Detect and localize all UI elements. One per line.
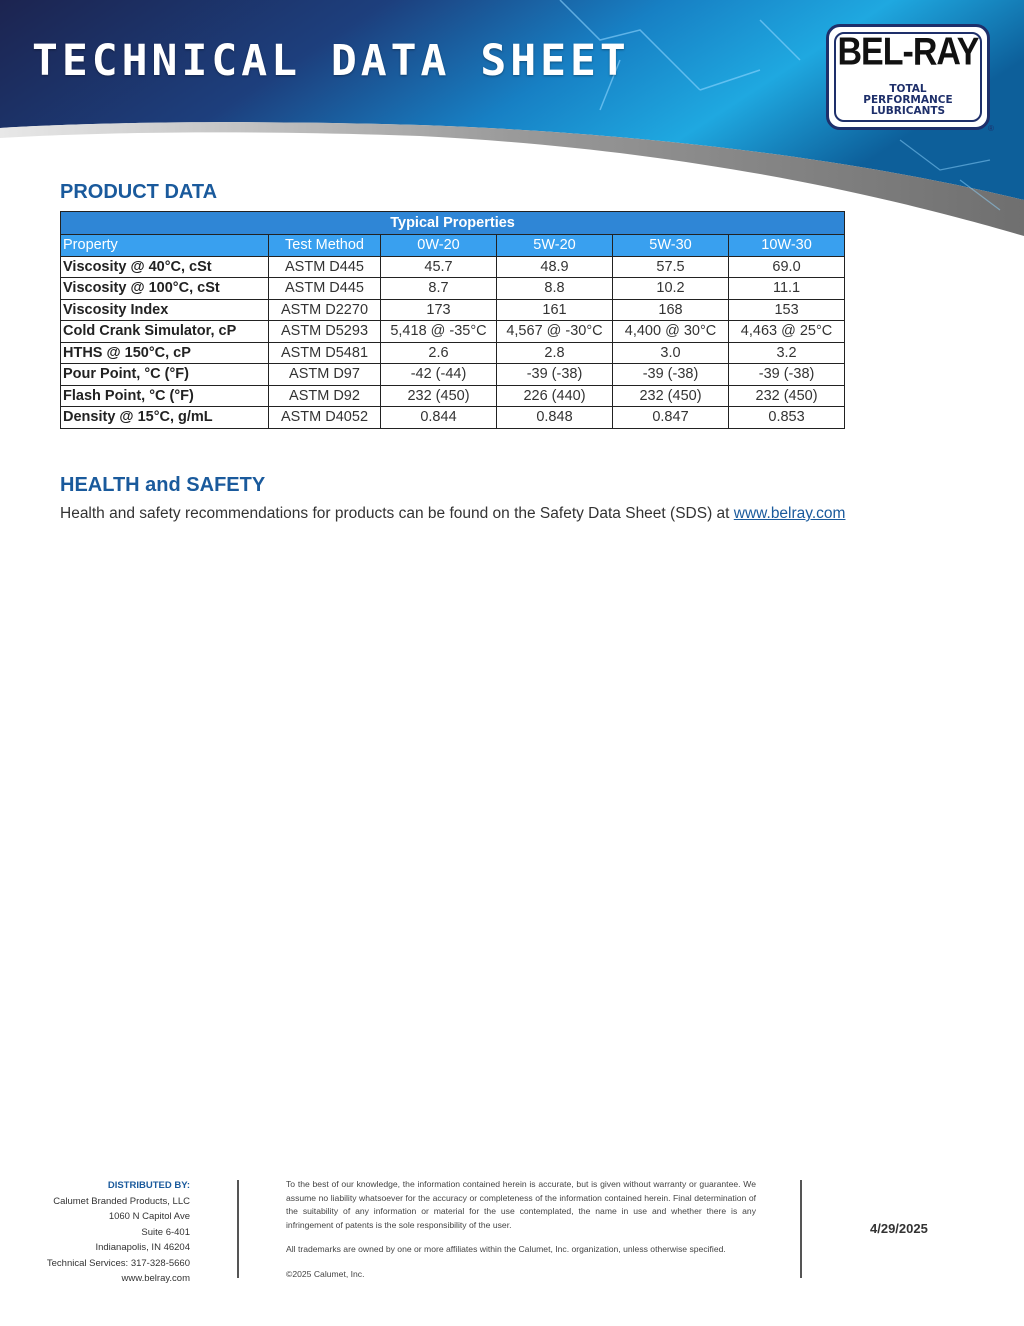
product-data-heading: PRODUCT DATA xyxy=(60,181,218,203)
value-cell: 45.7 xyxy=(381,256,497,278)
value-cell: 2.8 xyxy=(497,342,613,364)
distributor-company: Calumet Branded Products, LLC xyxy=(53,1195,190,1207)
bel-ray-logo xyxy=(826,24,990,130)
table-header-row xyxy=(61,235,845,257)
logo-tagline-1: TOTAL xyxy=(889,83,927,95)
distributor-address-1: 1060 N Capitol Ave xyxy=(108,1211,190,1222)
value-cell: -39 (-38) xyxy=(497,364,613,386)
property-name: Viscosity @ 40°C, cSt xyxy=(61,256,269,278)
typical-properties-table xyxy=(60,211,845,429)
table-caption: Typical Properties xyxy=(61,212,845,235)
column-header: 5W-20 xyxy=(497,235,613,257)
value-cell: 4,463 @ 25°C xyxy=(729,321,845,343)
value-cell: 3.0 xyxy=(613,342,729,364)
value-cell: 2.6 xyxy=(381,342,497,364)
column-header: 0W-20 xyxy=(381,235,497,257)
test-method: ASTM D92 xyxy=(269,385,381,407)
table-row xyxy=(61,407,845,429)
value-cell: 3.2 xyxy=(729,342,845,364)
property-name: Density @ 15°C, g/mL xyxy=(61,407,269,429)
disclaimer-text: To the best of our knowledge, the information contained herein is accurate, but is given without warranty or guarantee. We assume no liability whatsoever for the accuracy or completeness of the information contained herein. Final determination of the suitability of any information or material for the use contemplated, the name in use and whether there is any infringement of patents is the sole responsibility of the user. xyxy=(286,1179,756,1230)
logo-tagline-2: PERFORMANCE xyxy=(863,94,953,106)
health-safety-sentence: Health and safety recommendations for products can be found on the Safety Data Sheet (SDS) at xyxy=(60,505,730,522)
value-cell: 0.848 xyxy=(497,407,613,429)
copyright-notice: ©2025 Calumet, Inc. xyxy=(286,1269,365,1279)
value-cell: 168 xyxy=(613,299,729,321)
value-cell: -39 (-38) xyxy=(729,364,845,386)
table-row xyxy=(61,385,845,407)
table-row xyxy=(61,299,845,321)
table-row xyxy=(61,278,845,300)
distributor-block xyxy=(20,1178,190,1287)
registered-mark: ® xyxy=(988,124,994,133)
value-cell: 226 (440) xyxy=(497,385,613,407)
logo-tagline xyxy=(829,84,987,117)
value-cell: -42 (-44) xyxy=(381,364,497,386)
value-cell: 173 xyxy=(381,299,497,321)
health-safety-heading: HEALTH and SAFETY xyxy=(60,474,266,496)
value-cell: 232 (450) xyxy=(381,385,497,407)
value-cell: 4,400 @ 30°C xyxy=(613,321,729,343)
value-cell: 48.9 xyxy=(497,256,613,278)
distributor-city: Indianapolis, IN 46204 xyxy=(95,1242,190,1253)
value-cell: 11.1 xyxy=(729,278,845,300)
value-cell: 0.844 xyxy=(381,407,497,429)
column-header: 10W-30 xyxy=(729,235,845,257)
distributor-address-2: Suite 6-401 xyxy=(141,1226,190,1238)
property-name: Viscosity Index xyxy=(61,299,269,321)
trademark-notice: All trademarks are owned by one or more affiliates within the Calumet, Inc. organization, unless otherwise specified. xyxy=(286,1244,726,1254)
test-method: ASTM D2270 xyxy=(269,299,381,321)
table-row xyxy=(61,256,845,278)
value-cell: 10.2 xyxy=(613,278,729,300)
logo-tagline-3: LUBRICANTS xyxy=(870,105,946,117)
value-cell: 8.7 xyxy=(381,278,497,300)
value-cell: 4,567 @ -30°C xyxy=(497,321,613,343)
footer-divider xyxy=(800,1180,802,1278)
test-method: ASTM D4052 xyxy=(269,407,381,429)
value-cell: 232 (450) xyxy=(729,385,845,407)
value-cell: 0.853 xyxy=(729,407,845,429)
column-header: Property xyxy=(61,235,269,257)
document-date: 4/29/2025 xyxy=(870,1221,928,1236)
page-title: TECHNICAL DATA SHEET xyxy=(32,36,630,86)
value-cell: 161 xyxy=(497,299,613,321)
belray-link[interactable]: www.belray.com xyxy=(733,505,846,522)
table-row xyxy=(61,321,845,343)
footer-website[interactable]: www.belray.com xyxy=(121,1273,190,1284)
value-cell: 232 (450) xyxy=(613,385,729,407)
table-row xyxy=(61,342,845,364)
table-row xyxy=(61,364,845,386)
test-method: ASTM D97 xyxy=(269,364,381,386)
value-cell: 57.5 xyxy=(613,256,729,278)
value-cell: 69.0 xyxy=(729,256,845,278)
property-name: Flash Point, °C (°F) xyxy=(61,385,269,407)
footer-divider xyxy=(237,1180,239,1278)
value-cell: 153 xyxy=(729,299,845,321)
property-name: Pour Point, °C (°F) xyxy=(61,364,269,386)
test-method: ASTM D5293 xyxy=(269,321,381,343)
property-name: HTHS @ 150°C, cP xyxy=(61,342,269,364)
property-name: Viscosity @ 100°C, cSt xyxy=(61,278,269,300)
column-header: Test Method xyxy=(269,235,381,257)
logo-brand-text: BEL-RAY xyxy=(837,30,979,74)
table-caption-row xyxy=(61,212,845,235)
column-header: 5W-30 xyxy=(613,235,729,257)
value-cell: 5,418 @ -35°C xyxy=(381,321,497,343)
test-method: ASTM D445 xyxy=(269,278,381,300)
value-cell: 8.8 xyxy=(497,278,613,300)
value-cell: -39 (-38) xyxy=(613,364,729,386)
test-method: ASTM D5481 xyxy=(269,342,381,364)
test-method: ASTM D445 xyxy=(269,256,381,278)
health-safety-text xyxy=(60,505,845,523)
value-cell: 0.847 xyxy=(613,407,729,429)
technical-services-phone: Technical Services: 317-328-5660 xyxy=(46,1257,190,1269)
distributed-by-label: DISTRIBUTED BY: xyxy=(107,1180,190,1191)
property-name: Cold Crank Simulator, cP xyxy=(61,321,269,343)
